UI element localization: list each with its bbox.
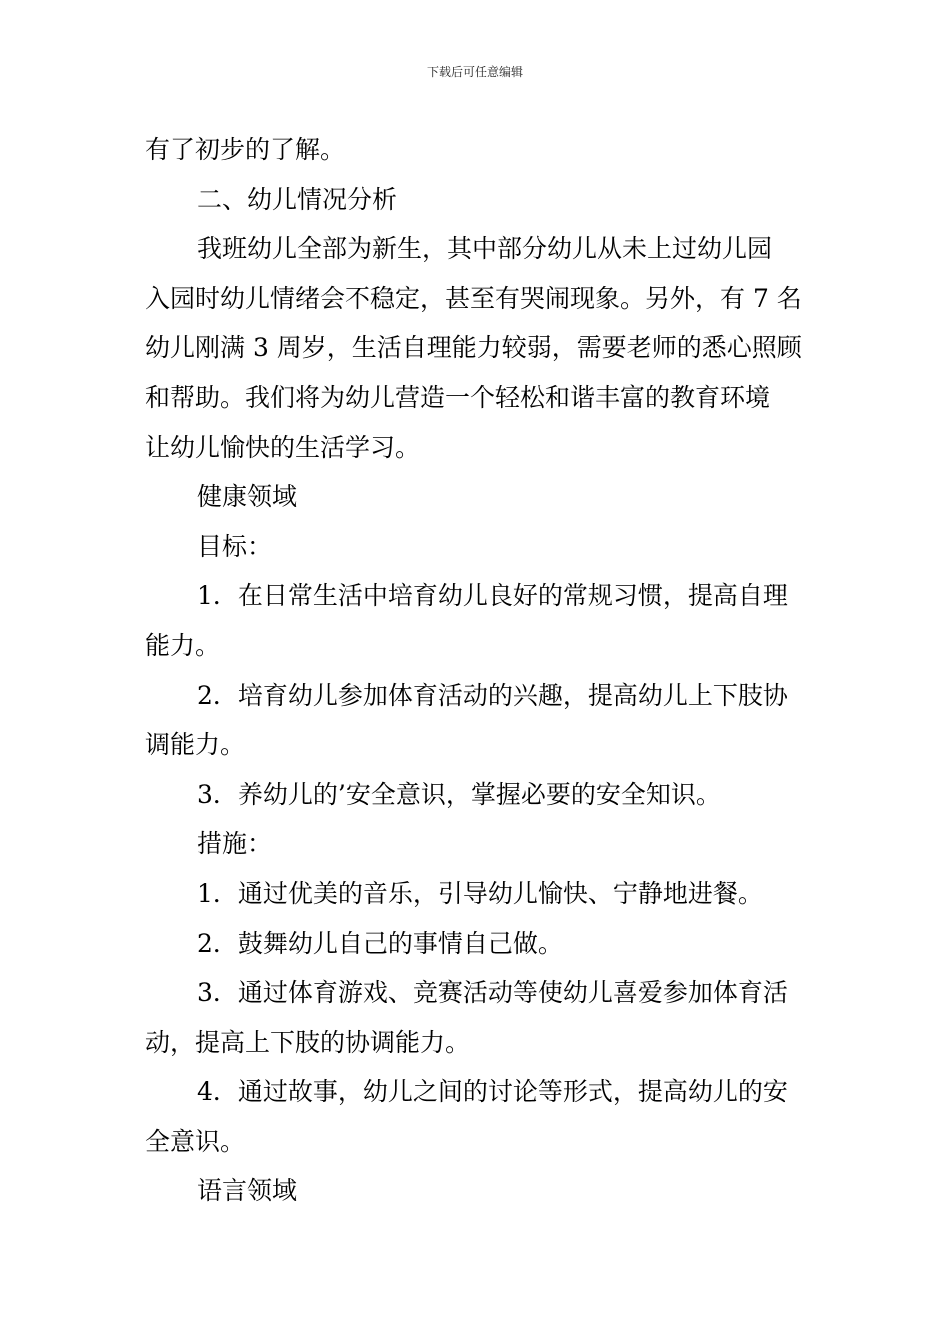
section-heading: 语言领域: [197, 1176, 298, 1206]
text-line: 幼儿刚满 3 周岁，生活自理能力较弱，需要老师的悉心照顾: [145, 333, 802, 363]
list-item: 4．通过故事，幼儿之间的讨论等形式，提高幼儿的安: [197, 1077, 788, 1107]
text-line: 和帮助。我们将为幼儿营造一个轻松和谐丰富的教育环境: [145, 382, 771, 412]
text-line: 调能力。: [145, 730, 246, 760]
text-line: 能力。: [145, 630, 221, 660]
list-item: 3．养幼儿的’安全意识，掌握必要的安全知识。: [197, 779, 721, 809]
list-item: 2．鼓舞幼儿自己的事情自己做。: [197, 928, 563, 958]
list-item: 1．通过优美的音乐，引导幼儿愉快、宁静地进餐。: [197, 878, 763, 908]
list-item: 1．在日常生活中培育幼儿良好的常规习惯，提高自理: [197, 581, 788, 611]
section-heading: 二、幼儿情况分析: [197, 184, 398, 214]
subheading: 目标：: [197, 531, 273, 561]
section-heading: 健康领域: [197, 482, 298, 512]
text-line: 有了初步的了解。: [145, 135, 346, 164]
text-line: 全意识。: [145, 1126, 246, 1156]
text-line: 让幼儿愉快的生活学习。: [145, 432, 421, 462]
document-body: [145, 125, 809, 1216]
page-header: 下载后可任意编辑: [426, 65, 523, 79]
text-line: 动，提高上下肢的协调能力。: [145, 1027, 471, 1057]
list-item: 2．培育幼儿参加体育活动的兴趣，提高幼儿上下肢协: [197, 680, 788, 710]
text-line: 我班幼儿全部为新生，其中部分幼儿从未上过幼儿园: [197, 234, 773, 264]
subheading: 措施：: [197, 829, 273, 859]
list-item: 3．通过体育游戏、竞赛活动等使幼儿喜爱参加体育活: [197, 978, 788, 1008]
text-line: 入园时幼儿情绪会不稳定，甚至有哭闹现象。另外，有 7 名: [145, 283, 802, 313]
